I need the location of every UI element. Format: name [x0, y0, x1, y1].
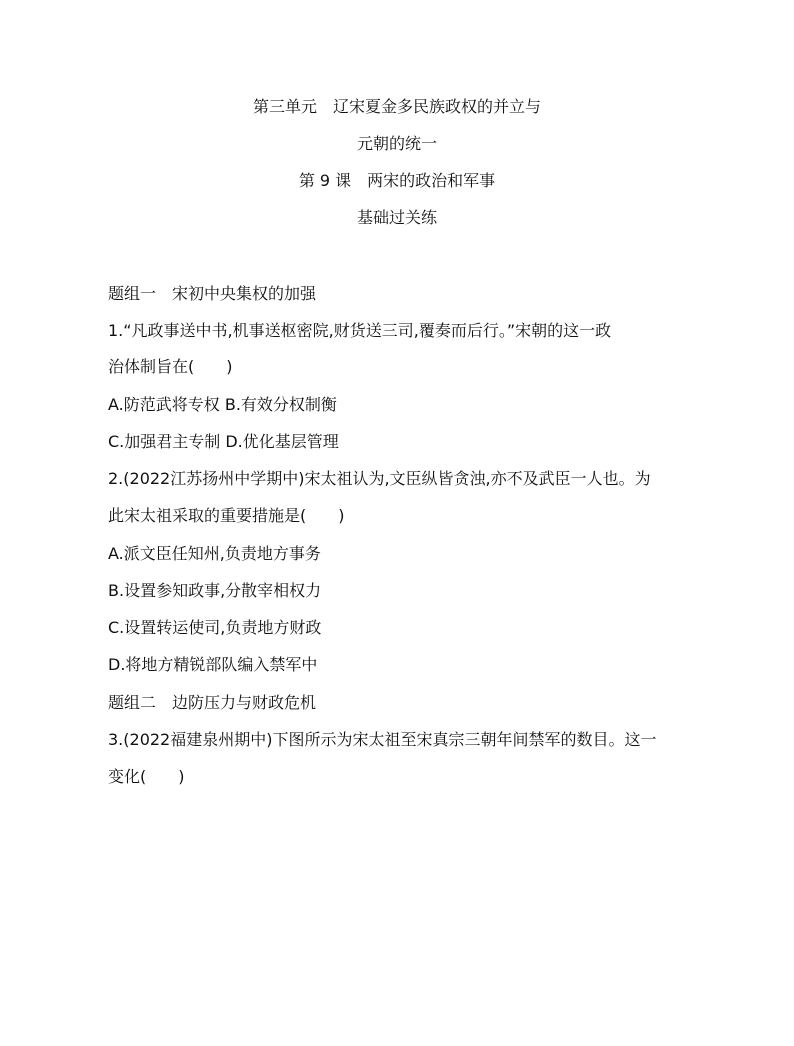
question-1-option-row-1: A.防范武将专权 B.有效分权制衡 [108, 395, 337, 414]
question-1-line-2: 治体制旨在( ) [108, 357, 233, 376]
unit-title-line-1: 第三单元 辽宋夏金多民族政权的并立与 [252, 97, 541, 116]
lesson-title: 第 9 课 两宋的政治和军事 [298, 171, 496, 190]
group-heading-2: 题组二 边防压力与财政危机 [108, 693, 317, 712]
section-title: 基础过关练 [356, 208, 437, 227]
question-2-line-2: 此宋太祖采取的重要措施是( ) [108, 506, 345, 525]
question-2-option-d: D.将地方精锐部队编入禁军中 [108, 655, 318, 674]
question-2-line-1: 2.(2022江苏扬州中学期中)宋太祖认为,文臣纵皆贪浊,亦不及武臣一人也。为 [108, 469, 651, 488]
question-3-line-1: 3.(2022福建泉州期中)下图所示为宋太祖至宋真宗三朝年间禁军的数目。这一 [108, 730, 657, 749]
question-3-line-2: 变化( ) [108, 767, 185, 786]
question-2-option-a: A.派文臣任知州,负责地方事务 [108, 544, 321, 563]
question-1-line-1: 1.“凡政事送中书,机事送枢密院,财货送三司,覆奏而后行。”宋朝的这一政 [108, 321, 612, 340]
question-1-option-row-2: C.加强君主专制 D.优化基层管理 [108, 432, 339, 451]
group-heading-1: 题组一 宋初中央集权的加强 [108, 284, 317, 303]
unit-title-line-2: 元朝的统一 [356, 134, 437, 153]
question-2-option-b: B.设置参知政事,分散宰相权力 [108, 581, 322, 600]
question-2-option-c: C.设置转运使司,负责地方财政 [108, 618, 322, 637]
